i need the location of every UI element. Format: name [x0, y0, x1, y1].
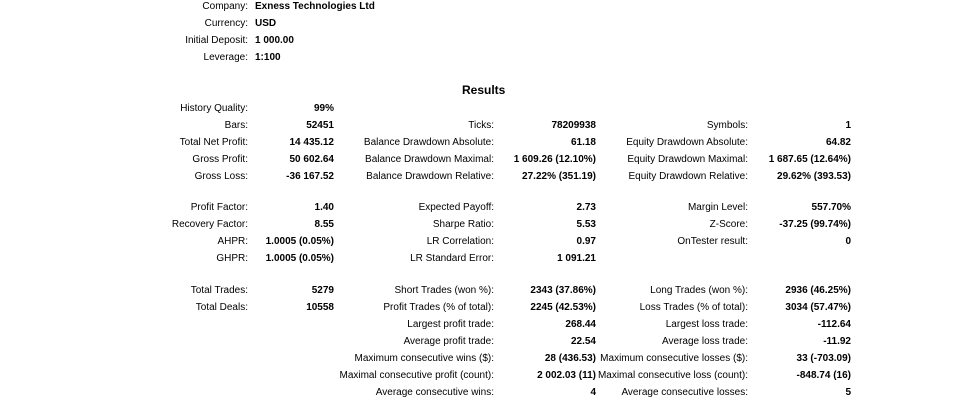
balance-drawdown-relative-value: 27.22% (351.19)	[522, 171, 596, 182]
equity-drawdown-relative-label: Equity Drawdown Relative:	[628, 171, 748, 182]
z-score-value: -37.25 (99.74%)	[779, 219, 851, 230]
average-consecutive-wins-value: 4	[590, 387, 596, 398]
average-profit-trade-label: Average profit trade:	[403, 336, 494, 347]
maximal-consecutive-profit-value: 2 002.03 (11)	[537, 370, 596, 381]
company-value: Exness Technologies Ltd	[255, 1, 375, 12]
lr-correlation-value: 0.97	[576, 236, 596, 247]
ahpr-label: AHPR:	[217, 236, 248, 247]
ontester-result-label: OnTester result:	[677, 236, 748, 247]
lr-correlation-label: LR Correlation:	[426, 236, 494, 247]
lr-standard-error-label: LR Standard Error:	[410, 253, 494, 264]
average-consecutive-wins-label: Average consecutive wins:	[375, 387, 494, 398]
balance-drawdown-absolute-value: 61.18	[570, 137, 596, 148]
total-deals-value: 10558	[306, 302, 334, 313]
average-profit-trade-value: 22.54	[570, 336, 596, 347]
initial-deposit-label: Initial Deposit:	[185, 35, 248, 46]
currency-value: USD	[255, 18, 277, 29]
z-score-label: Z-Score:	[709, 219, 748, 230]
equity-drawdown-absolute-value: 64.82	[825, 137, 851, 148]
equity-drawdown-relative-value: 29.62% (393.53)	[777, 171, 851, 182]
balance-drawdown-relative-label: Balance Drawdown Relative:	[366, 171, 494, 182]
margin-level-value: 557.70%	[811, 202, 851, 213]
total-trades-label: Total Trades:	[190, 285, 248, 296]
balance-drawdown-absolute-label: Balance Drawdown Absolute:	[363, 137, 494, 148]
recovery-factor-label: Recovery Factor:	[171, 219, 248, 230]
margin-level-label: Margin Level:	[687, 202, 748, 213]
initial-deposit-value: 1 000.00	[255, 35, 294, 46]
symbols-value: 1	[845, 120, 851, 131]
ontester-result-value: 0	[845, 236, 851, 247]
largest-loss-trade-label: Largest loss trade:	[665, 319, 748, 330]
maximal-consecutive-loss-label: Maximal consecutive loss (count):	[597, 370, 748, 381]
lr-standard-error-value: 1 091.21	[557, 253, 596, 264]
largest-loss-trade-value: -112.64	[817, 319, 851, 330]
gross-loss-label: Gross Loss:	[194, 171, 248, 182]
gross-profit-label: Gross Profit:	[192, 154, 248, 165]
ghpr-value: 1.0005 (0.05%)	[265, 253, 334, 264]
total-deals-label: Total Deals:	[195, 302, 248, 313]
average-loss-trade-label: Average loss trade:	[662, 336, 748, 347]
total-net-profit-value: 14 435.12	[289, 137, 334, 148]
history-quality-value: 99%	[313, 103, 334, 114]
loss-trades-label: Loss Trades (% of total):	[639, 302, 748, 313]
loss-trades-value: 3034 (57.47%)	[785, 302, 851, 313]
largest-profit-trade-value: 268.44	[565, 319, 596, 330]
ticks-label: Ticks:	[468, 120, 494, 131]
long-trades-label: Long Trades (won %):	[650, 285, 748, 296]
max-consecutive-wins-label: Maximum consecutive wins ($):	[354, 353, 494, 364]
expected-payoff-value: 2.73	[576, 202, 596, 213]
balance-drawdown-maximal-value: 1 609.26 (12.10%)	[513, 154, 596, 165]
max-consecutive-losses-value: 33 (-703.09)	[796, 353, 851, 364]
profit-trades-label: Profit Trades (% of total):	[383, 302, 494, 313]
balance-drawdown-maximal-label: Balance Drawdown Maximal:	[365, 154, 494, 165]
recovery-factor-value: 8.55	[314, 219, 334, 230]
leverage-label: Leverage:	[203, 52, 248, 63]
history-quality-label: History Quality:	[180, 103, 248, 114]
largest-profit-trade-label: Largest profit trade:	[407, 319, 494, 330]
total-trades-value: 5279	[311, 285, 334, 296]
equity-drawdown-maximal-value: 1 687.65 (12.64%)	[768, 154, 851, 165]
profit-factor-label: Profit Factor:	[190, 202, 248, 213]
max-consecutive-losses-label: Maximum consecutive losses ($):	[600, 353, 748, 364]
max-consecutive-wins-value: 28 (436.53)	[544, 353, 596, 364]
company-label: Company:	[202, 1, 248, 12]
bars-label: Bars:	[224, 120, 248, 131]
gross-loss-value: -36 167.52	[286, 171, 334, 182]
long-trades-value: 2936 (46.25%)	[785, 285, 851, 296]
bars-value: 52451	[306, 120, 334, 131]
equity-drawdown-absolute-label: Equity Drawdown Absolute:	[626, 137, 748, 148]
average-consecutive-losses-label: Average consecutive losses:	[621, 387, 748, 398]
symbols-label: Symbols:	[706, 120, 748, 131]
total-net-profit-label: Total Net Profit:	[179, 137, 248, 148]
currency-label: Currency:	[204, 18, 248, 29]
short-trades-value: 2343 (37.86%)	[530, 285, 596, 296]
sharpe-ratio-label: Sharpe Ratio:	[432, 219, 494, 230]
maximal-consecutive-loss-value: -848.74 (16)	[796, 370, 851, 381]
ahpr-value: 1.0005 (0.05%)	[265, 236, 334, 247]
leverage-value: 1:100	[255, 52, 281, 63]
equity-drawdown-maximal-label: Equity Drawdown Maximal:	[627, 154, 748, 165]
profit-trades-value: 2245 (42.53%)	[530, 302, 596, 313]
gross-profit-value: 50 602.64	[289, 154, 334, 165]
results-title: Results	[462, 83, 506, 97]
ghpr-label: GHPR:	[216, 253, 248, 264]
sharpe-ratio-value: 5.53	[576, 219, 596, 230]
ticks-value: 78209938	[551, 120, 596, 131]
average-loss-trade-value: -11.92	[823, 336, 851, 347]
maximal-consecutive-profit-label: Maximal consecutive profit (count):	[339, 370, 494, 381]
average-consecutive-losses-value: 5	[845, 387, 851, 398]
profit-factor-value: 1.40	[314, 202, 334, 213]
short-trades-label: Short Trades (won %):	[394, 285, 494, 296]
expected-payoff-label: Expected Payoff:	[418, 202, 494, 213]
